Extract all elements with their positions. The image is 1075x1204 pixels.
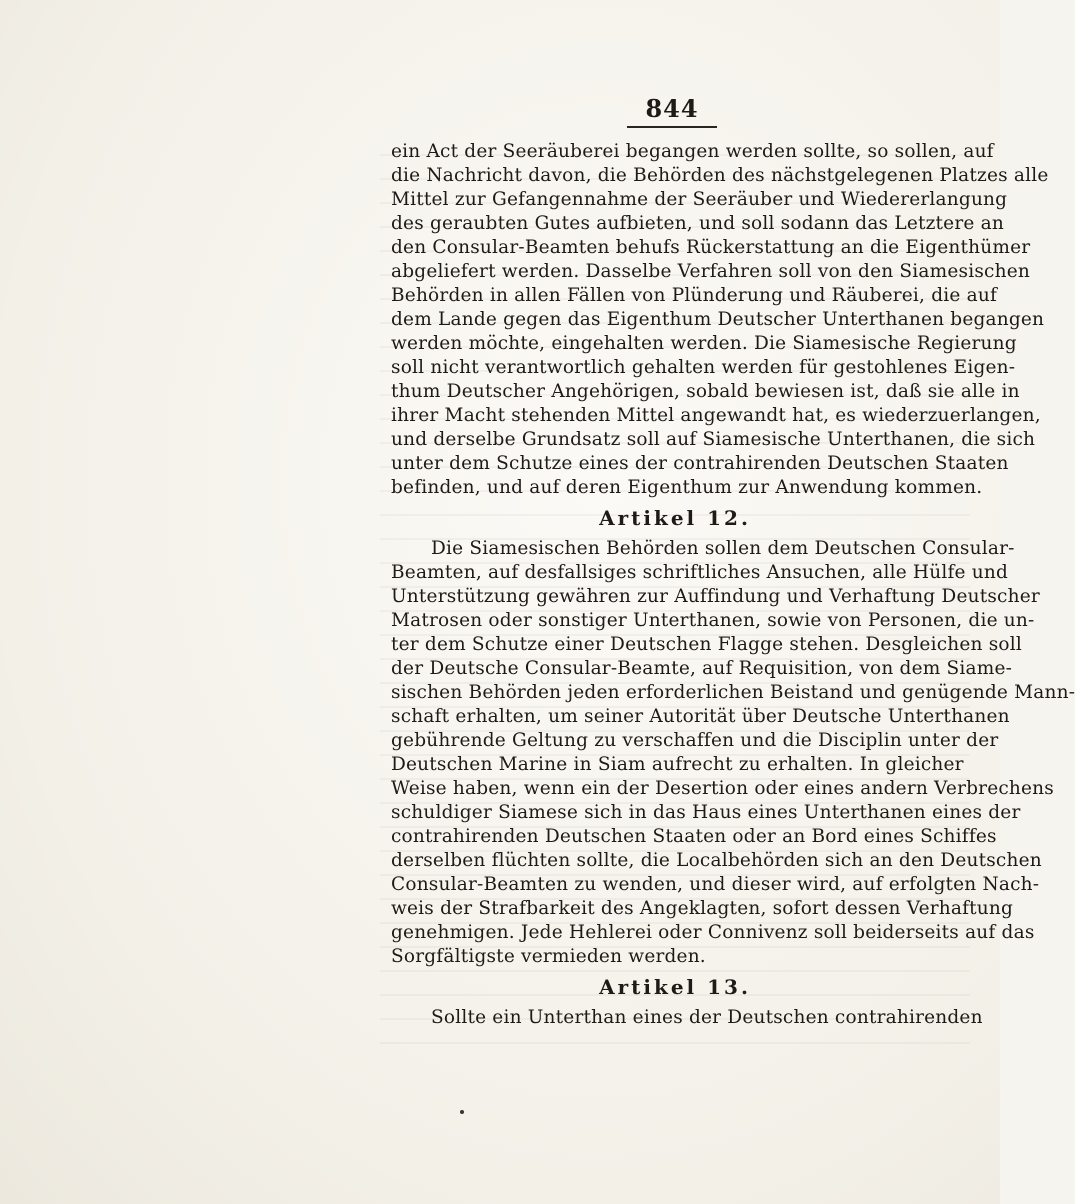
text-line: thum Deutscher Angehörigen, sobald bewiesen ist, daß sie alle in (391, 381, 1020, 402)
page-number: 844 (645, 94, 699, 123)
text-line: contrahirenden Deutschen Staaten oder an Bord eines Schiffes (391, 826, 997, 847)
text-line: Die Siamesischen Behörden sollen dem Deutschen Consular- (431, 538, 1015, 559)
text-line: die Nachricht davon, die Behörden des nächstgelegenen Platzes alle (391, 165, 1049, 186)
text-line: Sollte ein Unterthan eines der Deutschen contrahirenden (431, 1007, 983, 1028)
text-line: abgeliefert werden. Dasselbe Verfahren soll von den Siamesischen (391, 261, 1030, 282)
text-line: soll nicht verantwortlich gehalten werden für gestohlenes Eigen- (391, 357, 1016, 378)
text-line: weis der Strafbarkeit des Angeklagten, sofort dessen Verhaftung (391, 898, 1014, 919)
text-line: unter dem Schutze eines der contrahirenden Deutschen Staaten (391, 453, 1009, 474)
text-line: gebührende Geltung zu verschaffen und die Disciplin unter der (391, 730, 999, 751)
text-line: dem Lande gegen das Eigenthum Deutscher Unterthanen begangen (391, 309, 1045, 330)
text-line: Weise haben, wenn ein der Desertion oder eines andern Verbrechens (391, 778, 1054, 799)
text-line: Unterstützung gewähren zur Auffindung und Verhaftung Deutscher (391, 586, 1040, 607)
text-line: werden möchte, eingehalten werden. Die Siamesische Regierung (391, 333, 1017, 354)
text-line: ihrer Macht stehenden Mittel angewandt hat, es wiederzuerlangen, (391, 405, 1041, 426)
text-line: schaft erhalten, um seiner Autorität über Deutsche Unterthanen (391, 706, 1010, 727)
ink-speck (460, 1110, 464, 1114)
text-line: Deutschen Marine in Siam aufrecht zu erhalten. In gleicher (391, 754, 964, 775)
text-line: und derselbe Grundsatz soll auf Siamesische Unterthanen, die sich (391, 429, 1036, 450)
text-line: Mittel zur Gefangennahme der Seeräuber und Wiedererlangung (391, 189, 1008, 210)
article-13-heading: Artikel 13. (599, 975, 751, 999)
article-12-body (391, 537, 1075, 969)
text-line: Behörden in allen Fällen von Plünderung und Räuberei, die auf (391, 285, 997, 306)
text-line: befinden, und auf deren Eigenthum zur Anwendung kommen. (391, 477, 983, 498)
text-line: ein Act der Seeräuberei begangen werden sollte, so sollen, auf (391, 141, 994, 162)
text-line: Sorgfältigste vermieden werden. (391, 946, 706, 967)
text-line: Matrosen oder sonstiger Unterthanen, sowie von Personen, die un- (391, 610, 1035, 631)
text-line: schuldiger Siamese sich in das Haus eines Unterthanen eines der (391, 802, 1021, 823)
article-11-continuation (391, 140, 1049, 500)
article-13-body (391, 1006, 983, 1030)
text-line: des geraubten Gutes aufbieten, und soll sodann das Letztere an (391, 213, 1004, 234)
text-line: Consular-Beamten zu wenden, und dieser wird, auf erfolgten Nach- (391, 874, 1040, 895)
text-line: Beamten, auf desfallsiges schriftliches Ansuchen, alle Hülfe und (391, 562, 1009, 583)
text-line: den Consular-Beamten behufs Rückerstattung an die Eigenthümer (391, 237, 1031, 258)
page-number-rule (627, 126, 717, 128)
text-line: der Deutsche Consular-Beamte, auf Requisition, von dem Siame- (391, 658, 1013, 679)
text-line: ter dem Schutze einer Deutschen Flagge stehen. Desgleichen soll (391, 634, 1022, 655)
article-12-heading: Artikel 12. (599, 506, 751, 530)
text-line: genehmigen. Jede Hehlerei oder Connivenz soll beiderseits auf das (391, 922, 1035, 943)
text-line: derselben flüchten sollte, die Localbehörden sich an den Deutschen (391, 850, 1042, 871)
text-column (391, 140, 1075, 1030)
text-line: sischen Behörden jeden erforderlichen Beistand und genügende Mann- (391, 682, 1075, 703)
